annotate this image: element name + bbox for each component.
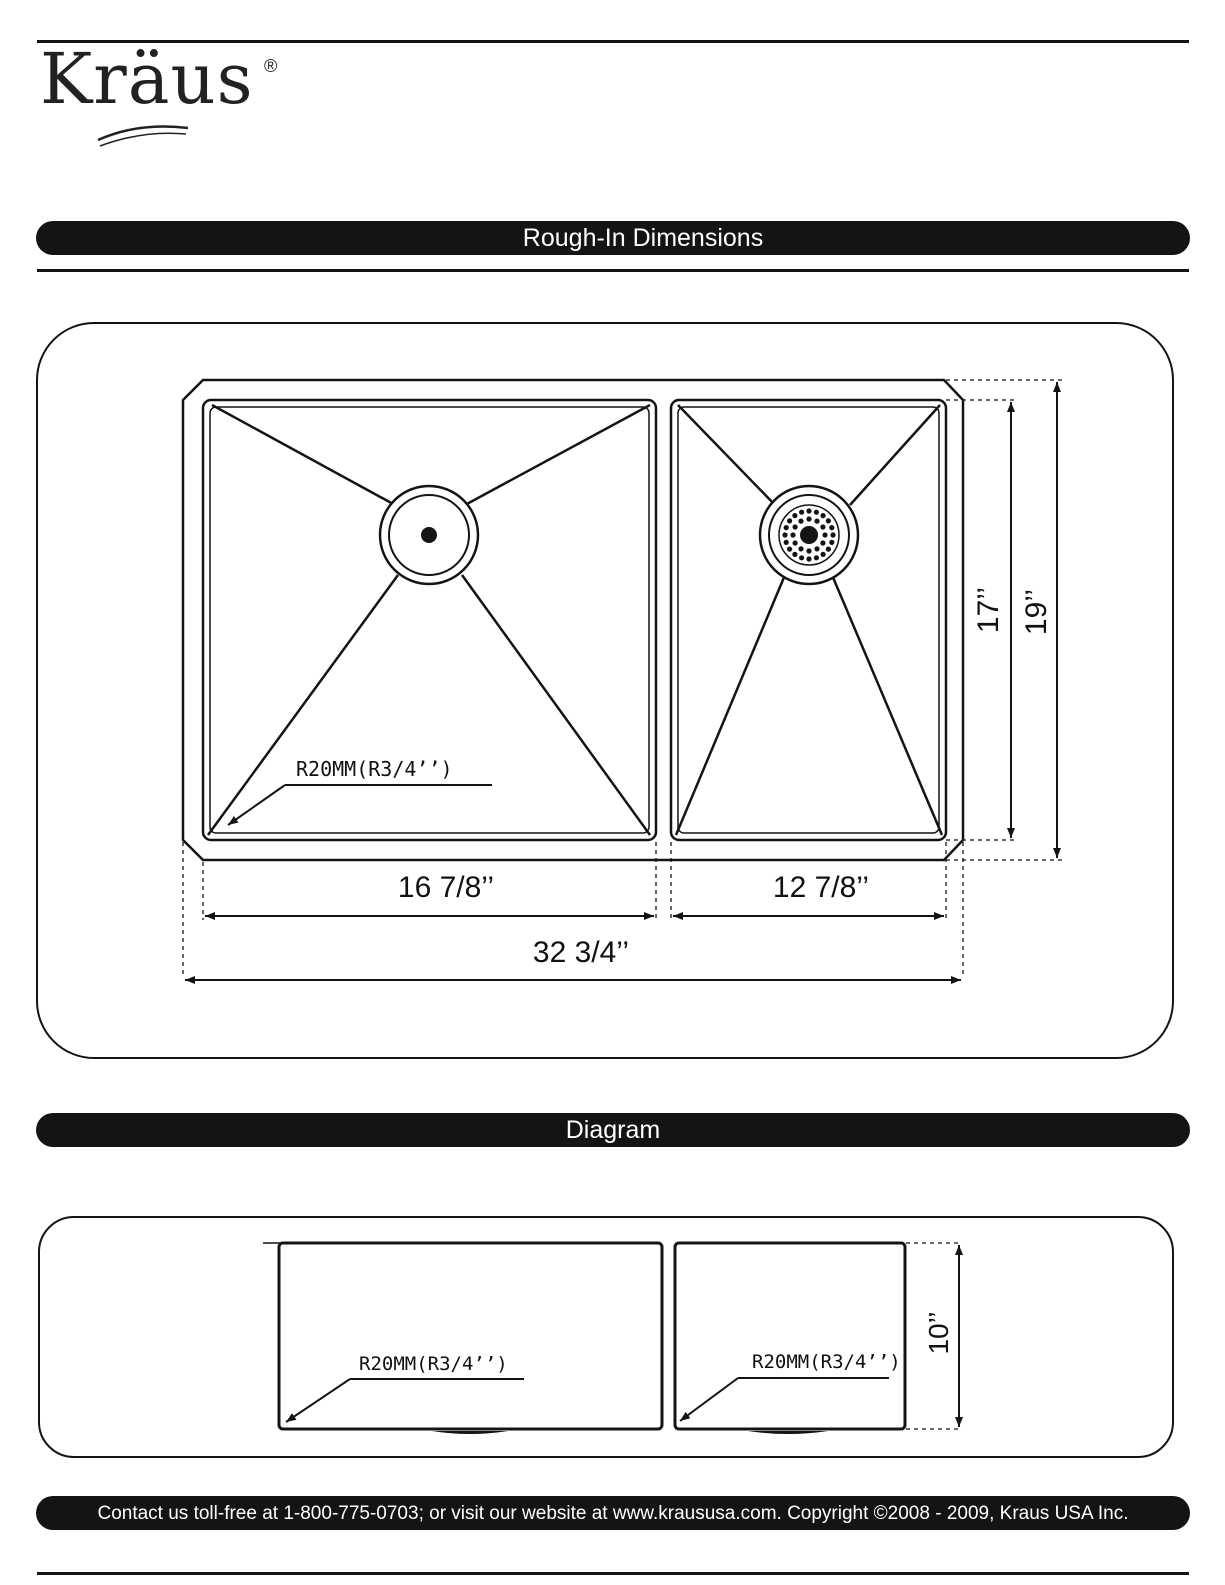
footer-bar xyxy=(36,1496,1190,1530)
radius-label-top: R20MM(R3/4’’) xyxy=(296,757,453,781)
right-bowl-width-label: 12 7/8’’ xyxy=(772,871,870,904)
right-drain-outlet-icon xyxy=(748,1431,828,1434)
footer-contact-text: Contact us toll-free at 1-800-775-0703; or visit our website at www.kraususa.com. Copyright ©2008 - 2009, Kraus USA Inc. xyxy=(97,1502,1129,1524)
radius-label-side-left: R20MM(R3/4’’) xyxy=(359,1353,508,1375)
bowl-length-label: 17’’ xyxy=(972,586,1005,634)
left-bowl-width-label: 16 7/8’’ xyxy=(397,871,495,904)
footer-rule xyxy=(37,1572,1189,1575)
overall-length-label: 19’’ xyxy=(1020,588,1053,636)
left-drain-outlet-icon xyxy=(432,1431,508,1434)
radius-label-side-right: R20MM(R3/4’’) xyxy=(752,1351,901,1373)
depth-label: 10’’ xyxy=(923,1311,954,1355)
left-bowl-profile xyxy=(279,1243,662,1429)
right-bowl-profile xyxy=(675,1243,905,1429)
logo-wordmark: Kräus xyxy=(40,38,254,120)
section-title-diagram: Diagram xyxy=(565,1115,661,1144)
overall-width-label: 32 3/4’’ xyxy=(532,936,630,969)
registered-mark: ® xyxy=(264,56,278,76)
section-title-rough-in: Rough-In Dimensions xyxy=(522,223,764,252)
